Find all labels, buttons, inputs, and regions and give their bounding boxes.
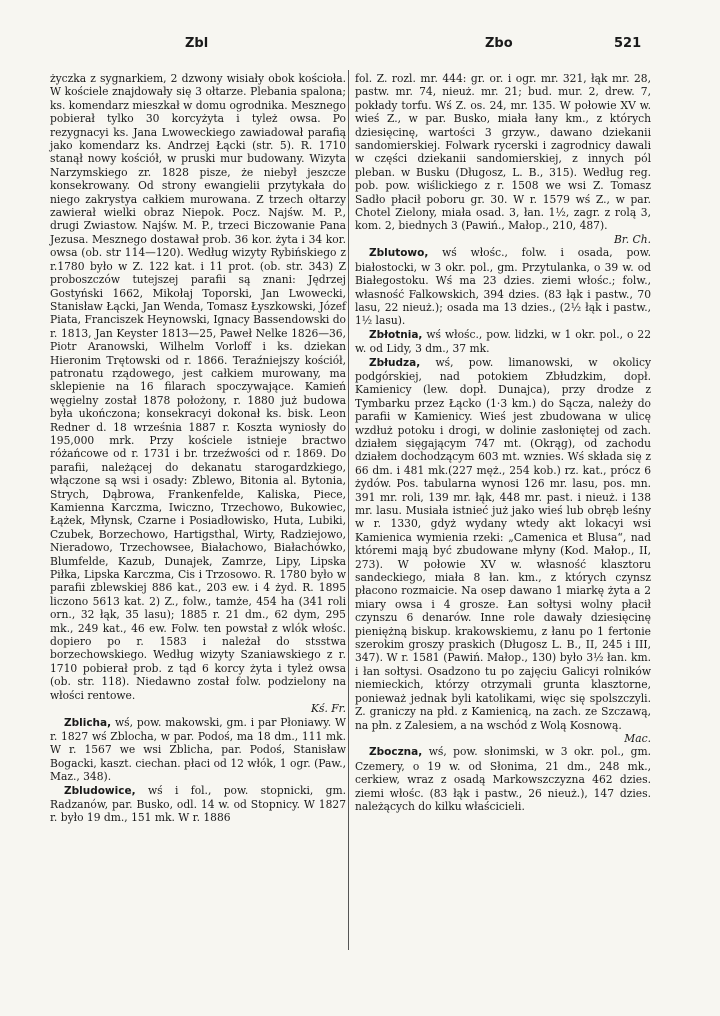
entry-text: fol. Z. rozl. mr. 444: gr. or. i ogr. mr. 321, łąk mr. 28, pastw. mr. 74, nieuż. mr. 21; bud. mur. 2, drew. 7, pokłady torfu. Wś Z. os. 24, mr. 135. W połowie XV w. wieś Z., w par. Busko, miała łany km., z których dziesięcinę, wartości 3 grzyw., dawano dziekanii sandomierskiej. Folwark rycerski i zagrodnicy dawali w części dziekanii sandomierskiej, z innych pól pleban. w Busku (Długosz, L. B., 315). Według reg. pob. pow. wiślickiego z r. 1508 we wsi Z. Tomasz Sadło płacił poboru gr. 30. W r. 1579 wś Z., w par. Chotel Zielony, miała osad. 3, łan. 1½, zagr. z rolą 3, kom. 2, biednych 3 (Pawiń., Małop., 210, 487). [355,72,651,233]
entry-text: wś włośc., pow. lidzki, w 1 okr. pol., o 22 w. od Lidy, 3 dm., 37 mk. [355,327,651,356]
entry-text: wś, pow. słonimski, w 3 okr. pol., gm. Czemery, o 19 w. od Słonima, 21 dm., 248 mk., cerkiew, wraz z osadą Markowszczyzna 462 dzies. ziemi włośc. (83 łąk i pastw., 26 nieuż.), 147 dzies. należących do kilku właścicieli. [355,745,651,813]
entry-headword: Zboczna, [369,746,423,759]
entry-continuation-zbludowice [355,72,651,246]
entry-headword: Zbludowice, [64,784,136,797]
right-column [355,72,651,813]
entry-continuation-zblewo [50,72,346,716]
page-header [0,36,720,56]
entry-zblutowo [355,246,651,327]
entry-text: wś, pow. limanowski, w okolicy podgórskiej, nad potokiem Zbłudzkim, dopł. Kamienicy (lew. dopł. Dunajca), przy drodze z Tymbarku przez Łącko (1·3 km.) do Sącza, należy do parafii w Kamienicy. Wieś jest zbudowana w ulicę wzdłuż potoku i drogi, w dolinie zasłoniętej od zach. działem sięgającym 747 mt. (Okrąg), od zachodu działem dochodzącym 603 mt. wznies. Wś składa się z 66 dm. i 481 mk.(227 męż., 254 kob.) rz. kat., prócz 6 żydów. Pos. tabularna wynosi 126 mr. lasu, pos. mn. 391 mr. roli, 139 mr. łąk, 448 mr. past. i nieuż. i 138 mr. lasu. Musiała istnieć już jako wieś lub obręb leśny w r. 1330, gdyż wydany wtedy akt lokacyi wsi Kamienica wymienia rzeki: „Camenica et Blusa“, nad któremi mają być zbudowane młyny (Kod. Małop., II, 273). W połowie XV w. własność klasztoru sandeckiego, miała 8 łan. km., z których czynsz płacono rozmaicie. Na osep dawano 1 miarkę żyta a 2 miary owsa i 4 grosze. Łan sołtysi wolny płacił czynszu 6 denarów. Inne role dawały dziesięcinę pieniężną biskup. krakowskiemu, z łanu po 1 fertonie szerokim groszy praskich (Długosz L. B., II, 245 i III, 347). W r. 1581 (Pawiń. Małop., 130) było 3½ łan. km. i łan sołtysi. Osadzono tu po zajęciu Galicyi rolników niemieckich, którzy otrzymali grunta klasztorne, ponieważ jednak byli katolikami, więc się spolszczyli. Z. graniczy na płd. z Kamienicą, na zach. ze Szczawą, na płn. z Zalesiem, a na wschód z Wolą Kosnową. [355,355,652,732]
entry-text: wś i fol., pow. stopnicki, gm. Radzanów, par. Busko, odl. 14 w. od Stopnicy. W 1827 r. było 19 dm., 151 mk. W r. 1886 [50,783,346,825]
entry-headword: Zbłudza, [369,356,421,369]
entry-text: wś włośc., folw. i osada, pow. białostocki, w 3 okr. pol., gm. Przytulanka, o 39 w. od Białegostoku. Wś ma 23 dzies. ziemi włośc.; folw., własność Falkowskich, 394 dzies. (83 łąk i pastw., 70 lasu, 22 nieuż.); osada ma 13 dzies., (2½ łąk i pastw., 1½ lasu). [355,246,651,328]
header-center-guide-word: Zbo [485,36,513,51]
author-signature: Mac. [624,731,651,745]
entry-headword: Zbłotnia, [369,328,423,341]
left-column [50,72,346,825]
author-signature: Br. Ch. [613,232,651,246]
entry-zblicha [50,716,346,784]
entry-zbludowice [50,784,346,825]
page-number: 521 [614,36,642,51]
header-left-guide-word: Zbl [185,36,209,51]
entry-headword: Zblicha, [64,716,112,729]
column-divider [348,70,349,950]
entry-text: życzka z sygnarkiem, 2 dzwony wisiały obok kościoła. W kościele znajdowały się 3 ołtarze. Plebania spalona; ks. komendarz mieszkał w domu ogrodnika. Mesznego pobierał tylko 30 korcyżyta i tyleż owsa. Po rezygnacyi ks. Jana Lwoweckiego zawiadował parafią jako komendarz ks. Andrzej Łącki (str. 5). R. 1710 stanął nowy kościół, w pruski mur budowany. Wizyta Narzymskiego zr. 1828 pisze, że niebył jeszcze konsekrowany. Od strony ewangielii przytykała do niego zakrystya całkiem murowana. Z trzech ołtarzy zawierał wielki obraz Niepok. Pocz. Najśw. M. P., drugi Zwiastow. Najśw. M. P., trzeci Biczowanie Pana Jezusa. Mesznego dostawał prob. 36 kor. żyta i 34 kor. owsa (ob. str 114—120). Według wizyty Rybińskiego z r.1780 było w Z. 122 kat. i 11 prot. (ob. str. 343) Z proboszczów tutejszej parafii są znani: Jędrzej Gostyński 1662, Mikołaj Toporski, Jan Lwowecki, Stanisław Łącki, Jan Wenda, Tomasz Łyszkowski, Józef Piata, Franciszek Heynowski, Ignacy Bassendowski do r. 1813, Jan Keyster 1813—25, Paweł Nelke 1826—36, Piotr Aranowski, Wilhelm Vorloff i ks. dziekan Hieronim Trętowski od r. 1866. Teraźniejszy kościół, patronatu rządowego, jest całkiem murowany, ma sklepienie na 16 filarach spoczywające. Kamień węgielny został 1878 położony, r. 1880 już budowa była ukończona; konsekracyi dokonał ks. bisk. Leon Redner d. 18 września 1887 r. Koszta wyniosły do 195,000 mrk. Przy kościele istnieje bractwo różańcowe od r. 1731 i br. trzeźwości od r. 1869. Do parafii, należącej do dekanatu starogardzkiego, włączone są wsi i osady: Zblewo, Bitonia al. Bytonia, Strych, Dąbrowa, Frankenfelde, Kaliska, Piece, Kamienna Karczma, Iwiczno, Trzechowo, Bukowiec, Łążek, Młynsk, Czarne i Posiadłowisko, Huta, Lubiki, Czubek, Borzechowo, Hartigsthal, Wirty, Radziejowo, Nieradowo, Trzechowsee, Białachowo, Białachówko, Blumfelde, Kazub, Dunajek, Zamrze, Lipy, Lipska Piłka, Lipska Karczma, Cis i Trzosowo. R. 1780 było w parafii zblewskiej 886 kat., 203 ew. i 4 żyd. R. 1895 liczono 5613 kat. 2) Z., folw., tamże, 454 ha (341 roli orn., 32 łąk, 35 lasu); 1885 r. 21 dm., 62 dym, 295 mk., 249 kat., 46 ew. Folw. ten powstał z wlók włośc. dopiero po r. 1583 i należał do stsstwa borzechowskiego. Według wizyty Szaniawskiego z r. 1710 pobierał prob. z tąd 6 korcy żyta i tyleż owsa (ob. str. 118). Niedawno został folw. podzielony na włości rentowe. [50,72,346,702]
entry-text: wś, pow. makowski, gm. i par Płoniawy. W r. 1827 wś Zblocha, w par. Podoś, ma 18 dm., 111 mk. W r. 1567 we wsi Zblicha, par. Podoś, Stanisław Bogacki, kaszt. ciechan. płaci od 12 włók, 1 ogr. (Paw., Maz., 348). [50,715,346,784]
entry-zbludza [355,356,651,746]
entry-zboczna [355,745,651,813]
entry-headword: Zblutowo, [369,247,429,260]
entry-zblotnia [355,328,651,356]
author-signature: Kś. Fr. [310,702,346,716]
